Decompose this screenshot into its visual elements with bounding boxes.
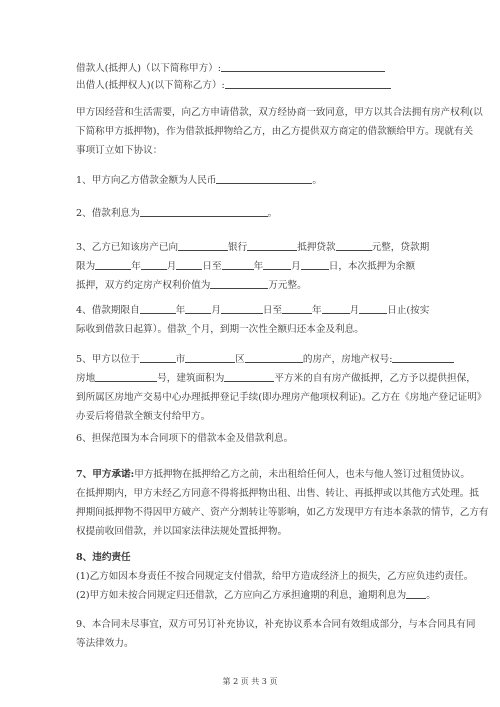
clause-4-text: 月 bbox=[211, 305, 221, 316]
loan-amount-blank bbox=[216, 173, 312, 184]
clause-5-line-2 bbox=[76, 369, 476, 388]
date-blank bbox=[282, 303, 312, 314]
date-blank bbox=[176, 259, 202, 270]
date-blank bbox=[222, 259, 254, 270]
clause-3-text: 元整，贷款期 bbox=[371, 242, 430, 253]
clause-2-end: 。 bbox=[267, 208, 278, 219]
clause-5-text: 市 bbox=[175, 354, 186, 365]
clause-3-text: 抵押贷款 bbox=[297, 242, 336, 253]
clause-7-heading: 7、甲方承诺: bbox=[76, 469, 135, 480]
clause-7 bbox=[76, 465, 489, 541]
clause-3-text: 抵押，双方约定房产权利价值为 bbox=[76, 280, 211, 291]
clause-3-line-3 bbox=[76, 276, 436, 295]
date-blank bbox=[263, 259, 291, 270]
clause-4-text: 日至 bbox=[262, 305, 283, 316]
clause-7-line: 权提前收回借款，并以国家法律法规处置抵押物。 bbox=[76, 526, 288, 537]
date-blank bbox=[185, 303, 211, 314]
bank-blank bbox=[178, 240, 228, 251]
date-blank bbox=[359, 303, 387, 314]
clause-5-line-3: 到所属区房地产交易中心办理抵押登记手续(即办理房产他项权利证)。乙方在《房地产登记证明》 bbox=[76, 392, 487, 403]
clause-4-line-1 bbox=[76, 301, 436, 320]
clause-5-line-4: 办妥后将借款全额支付给甲方。 bbox=[76, 411, 211, 422]
clause-8-heading: 8、违约责任 bbox=[76, 552, 131, 563]
clause-3-text: 年 bbox=[253, 261, 264, 272]
city-blank bbox=[140, 352, 176, 363]
area-blank bbox=[224, 371, 274, 382]
clause-9-line: 9、本合同未尽事宜，双方可另订补充协议，补充协议系本合同有效组成部分，与本合同具有同 bbox=[76, 619, 476, 630]
clause-8-text: (2)甲方如未按合同规定归还借款，乙方应向乙方承担逾期的利息，逾期利息为 bbox=[76, 590, 407, 601]
clause-5-line-1 bbox=[76, 350, 436, 369]
clause-1 bbox=[76, 173, 322, 188]
clause-5-text: 平方米的自有房产做抵押，乙方予以提供担保， bbox=[274, 373, 476, 384]
date-blank bbox=[95, 259, 131, 270]
date-blank bbox=[221, 303, 263, 314]
clause-4-text: 日止(按实 bbox=[387, 305, 430, 316]
clause-3 bbox=[76, 238, 436, 295]
clause-7-line: 在抵押期内，甲方未经乙方同意不得将抵押物出租、出售、转让、再抵押或以其他方式处理。抵 bbox=[76, 488, 479, 499]
clause-3-text: 年 bbox=[131, 261, 141, 272]
clause-3-text: 日至 bbox=[202, 261, 222, 272]
lender-line bbox=[76, 77, 391, 91]
date-blank bbox=[322, 303, 350, 314]
clause-4-text: 4、借款期限自 bbox=[76, 305, 140, 316]
clause-4-text: 年 bbox=[312, 305, 322, 316]
interest-blank bbox=[140, 206, 268, 217]
clause-9-line: 等法律效力。 bbox=[76, 638, 134, 649]
date-blank bbox=[301, 259, 329, 270]
certificate-number-blank bbox=[95, 371, 157, 382]
intro-line: 下简称甲方抵押物)，作为借款抵押物给乙方，由乙方提供双方商定的借款额给甲方。现就有关 bbox=[76, 126, 474, 137]
intro-paragraph bbox=[76, 103, 483, 160]
borrower-blank bbox=[221, 61, 385, 72]
clause-3-line-1 bbox=[76, 238, 436, 257]
lender-label: 出借人(抵押权人)(以下简称乙方）: bbox=[76, 80, 225, 91]
borrower-label: 借款人(抵押人)（以下简称甲方）: bbox=[76, 63, 222, 74]
page-number: 第 2 页 共 3 页 bbox=[222, 677, 278, 686]
intro-line: 甲方因经营和生活需要，向乙方申请借款，双方经协商一致同意，甲方以其合法拥有房产权利(以 bbox=[76, 107, 483, 118]
clause-9 bbox=[76, 615, 476, 653]
clause-5-text: 的房产，房地产权号: bbox=[302, 354, 393, 365]
clause-3-text: 月 bbox=[166, 261, 177, 272]
clause-8-line: (1)乙方如因本身责任不按合同规定支付借款，给甲方造成经济上的损失，乙方应负违约责任。 bbox=[76, 571, 474, 582]
property-number-blank bbox=[392, 352, 454, 363]
date-blank bbox=[140, 303, 176, 314]
lender-blank bbox=[225, 78, 391, 89]
clause-7-line-1 bbox=[76, 465, 470, 484]
clause-8-text: 。 bbox=[426, 590, 436, 601]
clause-3-line-2 bbox=[76, 257, 436, 276]
clause-2 bbox=[76, 206, 277, 221]
clause-3-text: 限为 bbox=[76, 261, 96, 272]
clause-8-line bbox=[76, 586, 436, 605]
clause-8 bbox=[76, 548, 474, 605]
clause-4-line-2: 际收到借款日起算）。借款_个月，到期一次性全额归还本金及利息。 bbox=[76, 324, 364, 335]
clause-5 bbox=[76, 350, 487, 426]
overdue-interest-blank bbox=[406, 588, 426, 599]
clause-4-text: 月 bbox=[349, 305, 360, 316]
mortgage-amount-blank bbox=[336, 240, 372, 251]
date-blank bbox=[141, 259, 167, 270]
clause-7-text: 甲方抵押物在抵押给乙方之前，未出租给任何人，也未与他人签订过租赁协议。 bbox=[134, 469, 470, 480]
clause-5-text: 号，建筑面积为 bbox=[157, 373, 225, 384]
property-value-blank bbox=[210, 278, 268, 289]
clause-6: 6、担保范围为本合同项下的借款本金及借款利息。 bbox=[76, 433, 294, 444]
clause-4-text: 年 bbox=[175, 305, 186, 316]
clause-2-text: 2、借款利息为 bbox=[76, 208, 140, 219]
clause-5-text: 5、甲方以位于 bbox=[76, 354, 140, 365]
clause-5-text: 区 bbox=[235, 354, 245, 365]
clause-3-text: 银行 bbox=[228, 242, 248, 253]
clause-4 bbox=[76, 301, 436, 339]
clause-1-text: 1、甲方向乙方借款金额为人民币 bbox=[76, 175, 217, 186]
clause-1-end: 。 bbox=[312, 175, 323, 186]
clause-3-text: 万元整。 bbox=[268, 280, 307, 291]
district-blank bbox=[185, 352, 235, 363]
borrower-line bbox=[76, 60, 385, 74]
clause-3-text: 日，本次抵押为余额 bbox=[328, 261, 416, 272]
clause-7-line: 押期间抵押物不得因甲方破产、资产分割转让等影响，如乙方发现甲方有违本条款的情节，乙方有 bbox=[76, 507, 489, 518]
clause-5-text: 房地 bbox=[76, 373, 96, 384]
clause-3-text: 3、乙方已知该房产已向 bbox=[76, 242, 179, 253]
bank-loan-blank bbox=[247, 240, 297, 251]
clause-3-text: 月 bbox=[291, 261, 301, 272]
address-blank bbox=[245, 352, 303, 363]
intro-line: 事项订立如下协议： bbox=[76, 145, 163, 156]
